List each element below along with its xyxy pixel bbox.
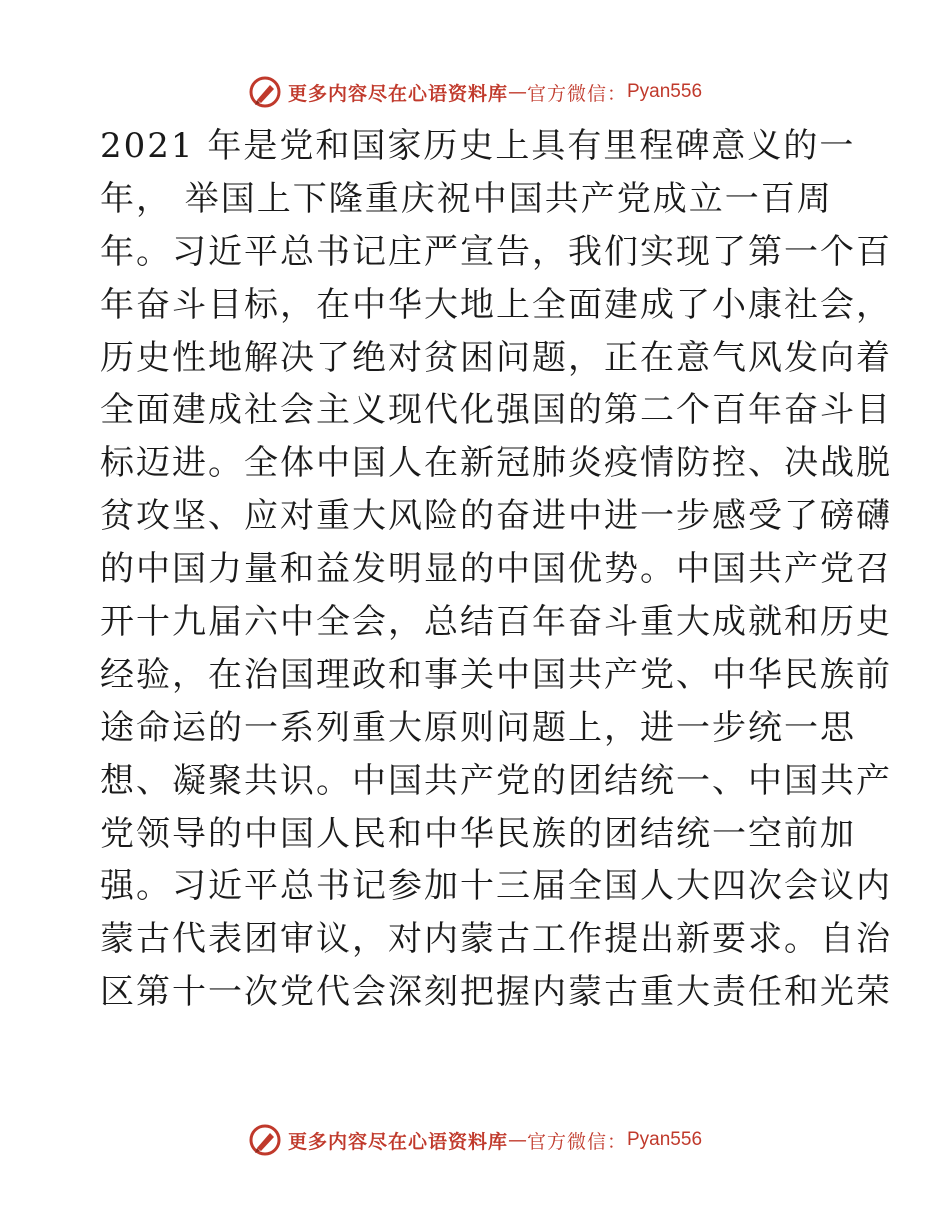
header-wechat-id: Pyan556 bbox=[627, 81, 703, 102]
body-line: 2021 年是党和国家历史上具有里程碑意义的一 bbox=[100, 126, 856, 166]
footer-separator: — bbox=[507, 1129, 527, 1151]
footer-contact-label: 官方微信： bbox=[526, 1130, 627, 1153]
body-line: 强。习近平总书记参加十三届全国人大四次会议内 bbox=[100, 866, 892, 907]
body-line: 开十九届六中全会，总结百年奋斗重大成就和历史 bbox=[100, 602, 892, 643]
body-line: 党领导的中国人民和中华民族的团结统一空前加 bbox=[100, 813, 856, 854]
body-line: 想、凝聚共识。中国共产党的团结统一、中国共产 bbox=[100, 760, 892, 801]
body-line: 区第十一次党代会深刻把握内蒙古重大责任和光荣 bbox=[100, 972, 892, 1013]
header-brand-text: 更多内容尽在心语资料库 bbox=[287, 82, 508, 105]
body-line: 的中国力量和益发明显的中国优势。中国共产党召 bbox=[100, 549, 892, 590]
header-separator: — bbox=[507, 81, 527, 103]
header-contact-label: 官方微信： bbox=[526, 82, 627, 105]
pen-logo-icon bbox=[248, 1123, 282, 1157]
body-line: 途命运的一系列重大原则问题上，进一步统一思 bbox=[100, 707, 856, 748]
body-line: 年奋斗目标，在中华大地上全面建成了小康社会， bbox=[100, 284, 892, 325]
body-line: 历史性地解决了绝对贫困问题，正在意气风发向着 bbox=[100, 337, 892, 378]
body-line: 标迈进。全体中国人在新冠肺炎疫情防控、决战脱 bbox=[100, 443, 892, 484]
body-line: 年。习近平总书记庄严宣告，我们实现了第一个百 bbox=[100, 231, 892, 272]
footer-brand-text: 更多内容尽在心语资料库 bbox=[287, 1130, 508, 1153]
pen-logo-icon bbox=[248, 75, 282, 109]
document-body bbox=[100, 120, 892, 1019]
body-line: 年， 举国上下隆重庆祝中国共产党成立一百周 bbox=[100, 178, 833, 219]
header-watermark bbox=[0, 72, 950, 112]
footer-watermark bbox=[0, 1120, 950, 1160]
body-line: 全面建成社会主义现代化强国的第二个百年奋斗目 bbox=[100, 390, 892, 431]
body-line: 贫攻坚、应对重大风险的奋进中进一步感受了磅礴 bbox=[100, 496, 892, 537]
body-line: 经验，在治国理政和事关中国共产党、中华民族前 bbox=[100, 654, 892, 695]
footer-wechat-id: Pyan556 bbox=[627, 1129, 703, 1150]
body-line: 蒙古代表团审议，对内蒙古工作提出新要求。自治 bbox=[100, 919, 892, 960]
